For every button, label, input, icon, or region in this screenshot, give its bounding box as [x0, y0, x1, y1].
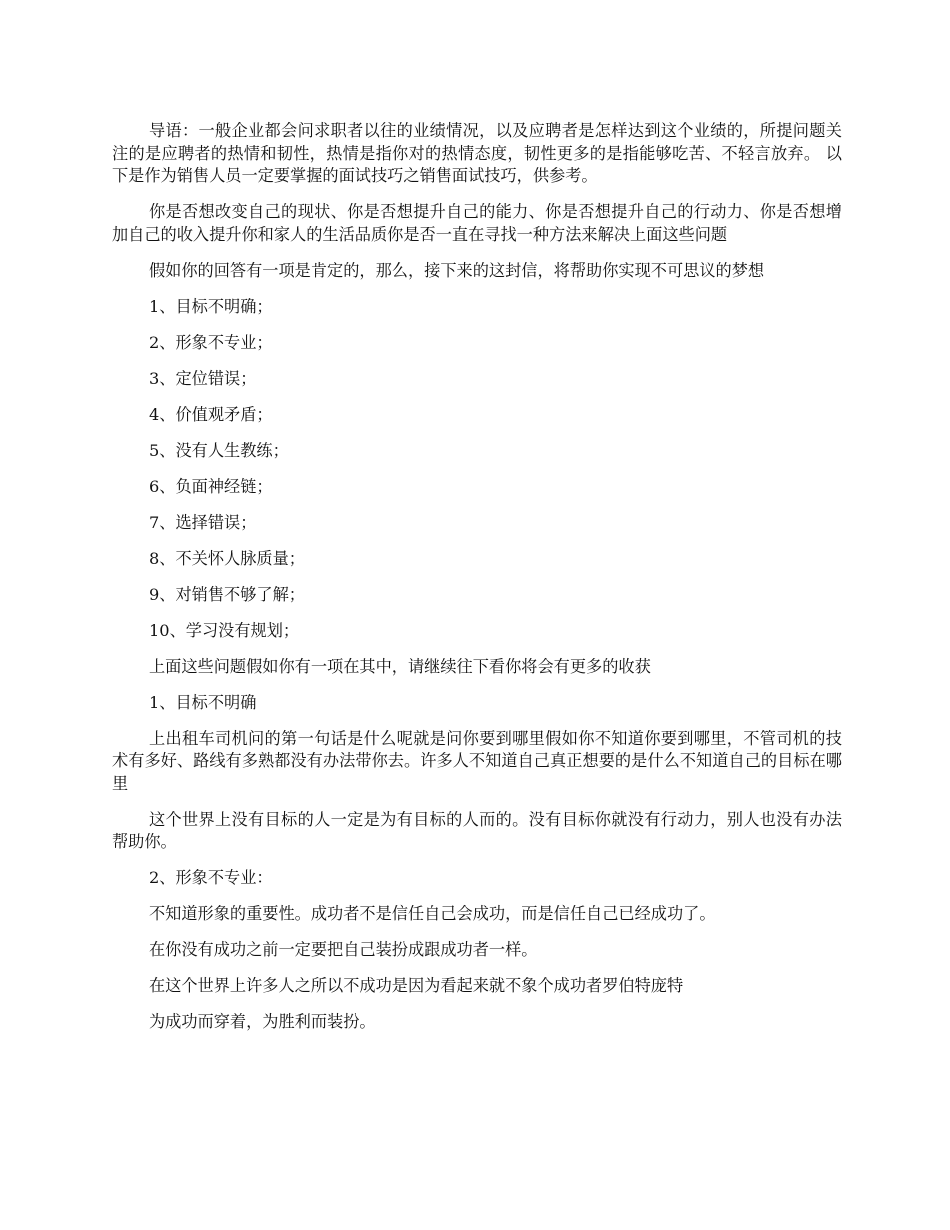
list-item: 1、目标不明确；	[149, 296, 273, 316]
body-paragraph: 不知道形象的重要性。成功者不是信任自己会成功，而是信任自己已经成功了。	[149, 904, 716, 923]
list-item: 5、没有人生教练；	[149, 440, 289, 460]
list-item: 4、价值观矛盾；	[149, 404, 273, 424]
body-paragraph: 为成功而穿着，为胜利而装扮。	[149, 1012, 376, 1031]
document-page	[112, 120, 842, 1047]
body-paragraph: 上出租车司机问的第一句话是什么呢就是问你要到哪里假如你不知道你要到哪里，不管司机的技术有多好、路线有多熟都没有办法带你去。许多人不知道自己真正想要的是什么不知道自己的目标在哪里	[112, 728, 842, 793]
list-item: 6、负面神经链；	[149, 476, 273, 496]
promise-paragraph: 假如你的回答有一项是肯定的，那么，接下来的这封信，将帮助你实现不可思议的梦想	[149, 260, 765, 280]
list-item: 7、选择错误；	[149, 512, 257, 532]
question-paragraph: 你是否想改变自己的现状、你是否想提升自己的能力、你是否想提升自己的行动力、你是否想增加自己的收入提升你和家人的生活品质你是否一直在寻找一种方法来解决上面这些问题	[112, 202, 842, 244]
body-paragraph: 在这个世界上许多人之所以不成功是因为看起来就不象个成功者罗伯特庞特	[149, 976, 684, 995]
section-heading: 2、形象不专业：	[149, 868, 273, 887]
intro-paragraph: 导语：一般企业都会问求职者以往的业绩情况，以及应聘者是怎样达到这个业绩的，所提问题关注的是应聘者的热情和韧性，热情是指你对的热情态度，韧性更多的是指能够吃苦、不轻言放弃。 以下是作为销售人员一定要掌握的面试技巧之销售面试技巧，供参考。	[112, 121, 842, 185]
list-item: 2、形象不专业；	[149, 332, 273, 352]
section-heading: 1、目标不明确	[149, 692, 257, 712]
list-item: 10、学习没有规划；	[149, 620, 300, 640]
body-paragraph: 这个世界上没有目标的人一定是为有目标的人而的。没有目标你就没有行动力，别人也没有办法帮助你。	[112, 809, 842, 851]
list-item: 8、不关怀人脉质量；	[149, 548, 305, 568]
list-item: 3、定位错误；	[149, 368, 257, 388]
body-paragraph: 在你没有成功之前一定要把自己装扮成跟成功者一样。	[149, 940, 538, 959]
list-item: 9、对销售不够了解；	[149, 584, 305, 604]
transition-paragraph: 上面这些问题假如你有一项在其中，请继续往下看你将会有更多的收获	[149, 656, 651, 676]
